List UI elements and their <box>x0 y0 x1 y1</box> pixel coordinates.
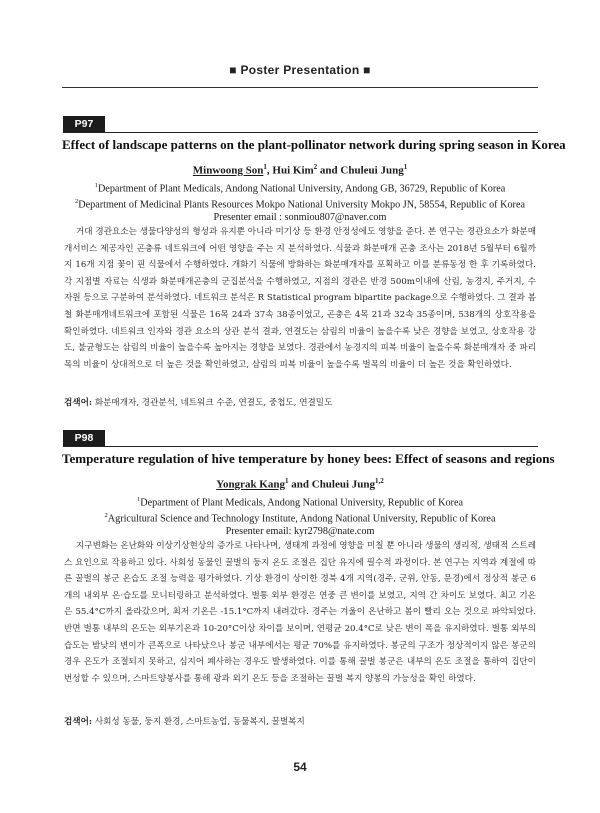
author-list <box>62 477 538 491</box>
abstract-text: 지구변화는 온난화와 이상기상현상의 증가로 나타나며, 생태계 과정에 영향을 미칠 뿐 아니라 생물의 생리적, 생태적 스트레스 요인으로 작용하고 있다. 사회성 동물인 꿀벌의 둥지 온도 조절은 집단 유지에 필수적 과정이다. 본 연구는 지역과 계절에 따른 꿀벌의 봉군 온습도 조절 능력을 평가하였다. 기상 환경이 상이한 경북 4개 지역(경주, 군위, 안동, 문경)에서 정상적 봉군 6개의 내외부 온·습도를 모니터링하고 분석하였다. 벌통 외부 환경은 연중 큰 변이를 보였고, 지역 간 차이도 보였다. 최고 기온은 55.4°C까지 올라갔으며, 최저 기온은 -15.1°C까지 내려갔다. 경주는 겨울이 온난하고 봄이 빨리 오는 것으로 파악되었다. 반면 벌통 내부의 온도는 외부기온과 10-20°C이상 차이를 보이며, 연평균 20.4°C로 낮은 변이 폭을 유지하였다. 벌통 외부의 습도는 밤낮의 변이가 큰폭으로 나타났으나 봉군 내부에서는 평균 70%를 유지하였다. 봉군의 구조가 정상적이지 않은 봉군의 경우 온도가 조절되지 못하고, 심지어 폐사하는 경우도 발생하였다. 이를 통해 꿀벌 봉군은 내부의 온도 조절을 통하여 집단이 번성할 수 있으며, 스마트양봉사를 통해 광과 외기 온도 등을 조절하는 꿀벌 복지 양봉의 가능성을 확인 하였다. <box>64 541 536 684</box>
paper-title: Temperature regulation of hive temperature by honey bees: Effect of seasons and regions <box>62 451 555 466</box>
paper-tag: P97 <box>63 116 105 132</box>
keywords-line <box>64 715 536 727</box>
affiliation-line: $^1$Department of Plant Medicals, Andong National University, Andong GB, 36729, Republic of Korea <box>94 182 506 195</box>
author-name: Minwoong Son <box>192 164 264 177</box>
affiliation-line: $^1$Department of Plant Medicals, Andong National University, Republic of Korea <box>137 496 463 509</box>
author-name: Hui Kim <box>272 164 314 177</box>
author-separator: and <box>288 478 312 491</box>
section-header: ■ Poster Presentation ■ <box>229 63 371 77</box>
keywords-label: 검색어: <box>64 717 93 727</box>
affiliation-line: $^2$Department of Medicinal Plants Resources Mokpo National University Mokpo JN, 58554, Republic of Korea <box>74 197 525 211</box>
author-name: Chuleui Jung <box>340 164 404 177</box>
author-name: Yongrak Kang <box>216 478 285 491</box>
page-number: 54 <box>293 760 307 774</box>
author-list <box>62 163 538 177</box>
keywords-value: 화분매개자, 경관분석, 네트워크 수준, 연결도, 중첩도, 연결밀도 <box>94 398 333 408</box>
affiliations <box>62 494 538 538</box>
author-sup: 1 <box>263 163 267 171</box>
keywords-value: 사회성 동물, 둥지 환경, 스마트농업, 동물복지, 꿀벌복지 <box>94 717 305 727</box>
tag-divider <box>63 132 538 133</box>
author-separator: , <box>266 164 273 177</box>
paper-tag: P98 <box>63 430 105 446</box>
author-sup: 1,2 <box>375 477 384 485</box>
keywords-label: 검색어: <box>64 398 93 408</box>
abstract-text: 거대 경관요소는 생물다양성의 형성과 유지뿐 아니라 미기상 등 환경 안정성에도 영향을 준다. 본 연구는 경관요소가 화분매개서비스 제공자인 곤충류 네트워크에 어떤 영향을 주는 지 분석하였다. 식물과 화분매개 곤충 조사는 2018년 5월부터 6월까지 16개 지점 꽃이 핀 식물에서 수행하였다. 개화기 식물에 방화하는 화분매개자를 포획하고 이를 분류동정 한 후 기록하였다. 각 지점별 자료는 식생과 화분매개곤충의 군집분석을 수행하였고, 지점의 경관은 반경 500m이내에 산림, 농경지, 주거지, 수자원 등으로 구분하여 분석하였다. 네트워크 분석은 R Statistical program bipartite package으로 수행하였다. 그 결과 봄철 화분매개네트워크에 포함된 식물은 16목 24과 37속 38종이었고, 곤충은 4목 21과 32속 35종이며, 538개의 상호작용을 확인하였다. 네트워크 인자와 경관 요소의 상관 분석 결과, 연결도는 삼림의 비율이 높을수록 낮은 경향을 보였고, 상호작용 강도, 불균형도는 삼림의 비율이 높을수록 높아지는 경향을 보였다. 경관에서 농경지의 피복 비율이 높을수록 화분매개자 중 파리목의 비율이 상대적으로 더 높은 것을 확인하였고, 삼림의 피복 비율이 높을수록 벌목의 비율이 더 높은 것을 확인하였다. <box>64 227 536 370</box>
author-sup: 1 <box>285 477 289 485</box>
presenter-email: Presenter email : sonmiou807@naver.com <box>213 211 387 223</box>
affiliation-line: $^2$Agricultural Science and Technology Institute, Andong National University, Republic of Korea <box>104 511 496 525</box>
tag-divider <box>63 446 538 447</box>
presenter-email: Presenter email: kyr2798@nate.com <box>225 525 375 537</box>
author-name: Chuleui Jung <box>311 478 376 491</box>
author-sup: 1 <box>403 163 408 171</box>
author-separator: and <box>317 164 341 177</box>
affiliations <box>62 180 538 224</box>
keywords-line <box>64 396 536 408</box>
header-divider <box>62 87 538 88</box>
author-sup: 2 <box>313 163 318 171</box>
paper-title: Effect of landscape patterns on the plant-pollinator network during spring season in Korea <box>62 137 566 152</box>
abstract-body <box>64 538 536 687</box>
abstract-body <box>64 224 536 373</box>
